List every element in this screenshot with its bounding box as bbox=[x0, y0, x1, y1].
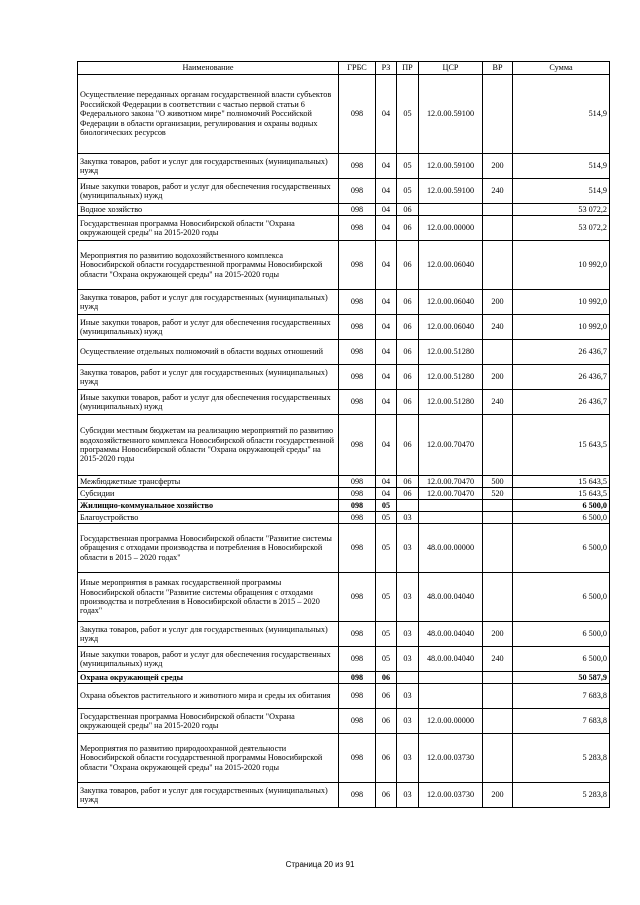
cell-rz: 04 bbox=[376, 488, 397, 500]
cell-vr bbox=[483, 340, 513, 365]
cell-csr: 12.0.00.59100 bbox=[419, 154, 483, 179]
cell-rz: 06 bbox=[376, 684, 397, 709]
cell-csr: 12.0.00.51280 bbox=[419, 390, 483, 415]
cell-vr: 240 bbox=[483, 390, 513, 415]
table-row bbox=[78, 154, 610, 179]
cell-grbs: 098 bbox=[339, 179, 376, 204]
cell-pr: 06 bbox=[397, 365, 419, 390]
cell-sum: 53 072,2 bbox=[513, 216, 610, 241]
cell-pr: 03 bbox=[397, 647, 419, 672]
cell-name: Осуществление отдельных полномочий в области водных отношений bbox=[78, 340, 339, 365]
cell-vr: 520 bbox=[483, 488, 513, 500]
cell-sum: 6 500,0 bbox=[513, 500, 610, 512]
cell-name: Государственная программа Новосибирской области "Охрана окружающей среды" на 2015-2020 годы bbox=[78, 216, 339, 241]
cell-name: Иные мероприятия в рамках государственной программы Новосибирской области "Развитие системы обращения с отходами производства и потребления в Новосибирской области в 2015 – 2020 годах" bbox=[78, 573, 339, 622]
cell-sum: 53 072,2 bbox=[513, 204, 610, 216]
cell-rz: 05 bbox=[376, 512, 397, 524]
cell-pr: 03 bbox=[397, 734, 419, 783]
table-row bbox=[78, 179, 610, 204]
cell-rz: 04 bbox=[376, 179, 397, 204]
cell-rz: 06 bbox=[376, 709, 397, 734]
cell-pr: 06 bbox=[397, 204, 419, 216]
cell-csr: 48.0.00.04040 bbox=[419, 573, 483, 622]
cell-csr bbox=[419, 500, 483, 512]
table-row bbox=[78, 476, 610, 488]
cell-name: Межбюджетные трансферты bbox=[78, 476, 339, 488]
table-row bbox=[78, 488, 610, 500]
cell-name: Иные закупки товаров, работ и услуг для обеспечения государственных (муниципальных) нужд bbox=[78, 179, 339, 204]
table-row bbox=[78, 340, 610, 365]
cell-rz: 04 bbox=[376, 290, 397, 315]
cell-pr: 06 bbox=[397, 488, 419, 500]
table-row bbox=[78, 241, 610, 290]
cell-csr: 48.0.00.04040 bbox=[419, 647, 483, 672]
cell-sum: 15 643,5 bbox=[513, 415, 610, 476]
cell-csr: 12.0.00.70470 bbox=[419, 415, 483, 476]
header-vr: ВР bbox=[483, 62, 513, 75]
cell-pr: 03 bbox=[397, 622, 419, 647]
cell-grbs: 098 bbox=[339, 783, 376, 808]
cell-vr: 200 bbox=[483, 154, 513, 179]
cell-pr: 03 bbox=[397, 524, 419, 573]
cell-rz: 05 bbox=[376, 524, 397, 573]
cell-vr: 200 bbox=[483, 365, 513, 390]
cell-csr: 12.0.00.70470 bbox=[419, 476, 483, 488]
cell-sum: 6 500,0 bbox=[513, 622, 610, 647]
cell-rz: 04 bbox=[376, 216, 397, 241]
table-row bbox=[78, 672, 610, 684]
cell-vr: 200 bbox=[483, 290, 513, 315]
cell-name: Государственная программа Новосибирской области "Развитие системы обращения с отходами производства и потребления в Новосибирской области в 2015 – 2020 годах" bbox=[78, 524, 339, 573]
table-row bbox=[78, 75, 610, 154]
header-rz: РЗ bbox=[376, 62, 397, 75]
cell-pr: 03 bbox=[397, 512, 419, 524]
cell-csr bbox=[419, 512, 483, 524]
cell-name: Мероприятия по развитию природоохранной деятельности Новосибирской области государственной программы Новосибирской области "Охрана окружающей среды" на 2015-2020 годы bbox=[78, 734, 339, 783]
cell-csr: 12.0.00.06040 bbox=[419, 290, 483, 315]
cell-grbs: 098 bbox=[339, 241, 376, 290]
table-row bbox=[78, 290, 610, 315]
cell-sum: 10 992,0 bbox=[513, 290, 610, 315]
cell-pr: 05 bbox=[397, 154, 419, 179]
cell-rz: 04 bbox=[376, 204, 397, 216]
cell-vr: 200 bbox=[483, 783, 513, 808]
cell-rz: 06 bbox=[376, 783, 397, 808]
cell-csr: 12.0.00.03730 bbox=[419, 783, 483, 808]
cell-name: Субсидии bbox=[78, 488, 339, 500]
cell-rz: 05 bbox=[376, 622, 397, 647]
header-sum: Сумма bbox=[513, 62, 610, 75]
cell-csr: 12.0.00.59100 bbox=[419, 179, 483, 204]
table-row bbox=[78, 524, 610, 573]
table-row bbox=[78, 512, 610, 524]
cell-rz: 04 bbox=[376, 340, 397, 365]
cell-sum: 15 643,5 bbox=[513, 476, 610, 488]
cell-rz: 05 bbox=[376, 647, 397, 672]
cell-sum: 26 436,7 bbox=[513, 365, 610, 390]
cell-vr bbox=[483, 734, 513, 783]
cell-csr: 12.0.00.00000 bbox=[419, 709, 483, 734]
cell-csr: 12.0.00.59100 bbox=[419, 75, 483, 154]
cell-sum: 514,9 bbox=[513, 75, 610, 154]
cell-vr bbox=[483, 684, 513, 709]
cell-pr: 06 bbox=[397, 290, 419, 315]
cell-vr bbox=[483, 573, 513, 622]
budget-table bbox=[77, 61, 610, 808]
cell-sum: 15 643,5 bbox=[513, 488, 610, 500]
cell-grbs: 098 bbox=[339, 488, 376, 500]
cell-csr: 12.0.00.00000 bbox=[419, 216, 483, 241]
cell-rz: 04 bbox=[376, 241, 397, 290]
cell-name: Благоустройство bbox=[78, 512, 339, 524]
cell-vr: 500 bbox=[483, 476, 513, 488]
cell-name: Закупка товаров, работ и услуг для государственных (муниципальных) нужд bbox=[78, 290, 339, 315]
cell-sum: 6 500,0 bbox=[513, 524, 610, 573]
cell-sum: 514,9 bbox=[513, 154, 610, 179]
cell-rz: 04 bbox=[376, 415, 397, 476]
table-row bbox=[78, 204, 610, 216]
header-name: Наименование bbox=[78, 62, 339, 75]
cell-pr: 06 bbox=[397, 390, 419, 415]
cell-pr: 03 bbox=[397, 684, 419, 709]
header-grbs: ГРБС bbox=[339, 62, 376, 75]
table-row bbox=[78, 500, 610, 512]
cell-name: Иные закупки товаров, работ и услуг для обеспечения государственных (муниципальных) нужд bbox=[78, 647, 339, 672]
cell-pr: 06 bbox=[397, 476, 419, 488]
table-row bbox=[78, 709, 610, 734]
cell-pr: 03 bbox=[397, 783, 419, 808]
cell-sum: 514,9 bbox=[513, 179, 610, 204]
cell-csr: 48.0.00.00000 bbox=[419, 524, 483, 573]
header-csr: ЦСР bbox=[419, 62, 483, 75]
table-row bbox=[78, 783, 610, 808]
cell-csr bbox=[419, 672, 483, 684]
cell-sum: 7 683,8 bbox=[513, 709, 610, 734]
cell-pr bbox=[397, 500, 419, 512]
cell-vr: 240 bbox=[483, 647, 513, 672]
cell-sum: 6 500,0 bbox=[513, 647, 610, 672]
cell-vr bbox=[483, 216, 513, 241]
cell-pr: 05 bbox=[397, 179, 419, 204]
cell-grbs: 098 bbox=[339, 476, 376, 488]
cell-grbs: 098 bbox=[339, 709, 376, 734]
cell-csr: 12.0.00.06040 bbox=[419, 315, 483, 340]
page-number: Страница 20 из 91 bbox=[285, 860, 355, 869]
cell-sum: 26 436,7 bbox=[513, 340, 610, 365]
cell-grbs: 098 bbox=[339, 734, 376, 783]
cell-pr: 06 bbox=[397, 315, 419, 340]
cell-grbs: 098 bbox=[339, 290, 376, 315]
cell-pr: 03 bbox=[397, 709, 419, 734]
cell-vr bbox=[483, 241, 513, 290]
cell-vr: 240 bbox=[483, 315, 513, 340]
cell-csr: 12.0.00.51280 bbox=[419, 340, 483, 365]
cell-pr: 06 bbox=[397, 216, 419, 241]
cell-grbs: 098 bbox=[339, 573, 376, 622]
table-row bbox=[78, 573, 610, 622]
cell-rz: 04 bbox=[376, 154, 397, 179]
cell-sum: 6 500,0 bbox=[513, 512, 610, 524]
cell-rz: 04 bbox=[376, 315, 397, 340]
cell-vr bbox=[483, 672, 513, 684]
cell-grbs: 098 bbox=[339, 340, 376, 365]
cell-grbs: 098 bbox=[339, 75, 376, 154]
table-row bbox=[78, 684, 610, 709]
cell-name: Охрана окружающей среды bbox=[78, 672, 339, 684]
cell-vr: 240 bbox=[483, 179, 513, 204]
cell-grbs: 098 bbox=[339, 524, 376, 573]
cell-name: Мероприятия по развитию водохозяйственного комплекса Новосибирской области государственной программы Новосибирской области "Охрана окружающей среды" на 2015-2020 годы bbox=[78, 241, 339, 290]
cell-sum: 10 992,0 bbox=[513, 241, 610, 290]
cell-sum: 7 683,8 bbox=[513, 684, 610, 709]
cell-name: Осуществление переданных органам государственной власти субъектов Российской Федерации в соответствии с частью первой статьи 6 Федерального закона "О животном мире" полномочий Российской Федерации в области организации, регулирования и охраны водных биологических ресурсов bbox=[78, 75, 339, 154]
cell-csr: 12.0.00.03730 bbox=[419, 734, 483, 783]
cell-rz: 04 bbox=[376, 390, 397, 415]
cell-rz: 04 bbox=[376, 75, 397, 154]
cell-csr: 12.0.00.06040 bbox=[419, 241, 483, 290]
cell-name: Иные закупки товаров, работ и услуг для обеспечения государственных (муниципальных) нужд bbox=[78, 390, 339, 415]
table-header-row bbox=[78, 62, 610, 75]
cell-name: Закупка товаров, работ и услуг для государственных (муниципальных) нужд bbox=[78, 783, 339, 808]
cell-grbs: 098 bbox=[339, 622, 376, 647]
cell-rz: 06 bbox=[376, 672, 397, 684]
cell-sum: 5 283,8 bbox=[513, 783, 610, 808]
cell-grbs: 098 bbox=[339, 684, 376, 709]
cell-rz: 05 bbox=[376, 500, 397, 512]
table-row bbox=[78, 315, 610, 340]
table-row bbox=[78, 647, 610, 672]
cell-grbs: 098 bbox=[339, 365, 376, 390]
cell-csr bbox=[419, 204, 483, 216]
cell-csr: 12.0.00.70470 bbox=[419, 488, 483, 500]
cell-vr bbox=[483, 415, 513, 476]
table-row bbox=[78, 390, 610, 415]
cell-grbs: 098 bbox=[339, 154, 376, 179]
cell-pr: 03 bbox=[397, 573, 419, 622]
table-row bbox=[78, 365, 610, 390]
cell-grbs: 098 bbox=[339, 390, 376, 415]
table-row bbox=[78, 216, 610, 241]
cell-grbs: 098 bbox=[339, 315, 376, 340]
cell-rz: 05 bbox=[376, 573, 397, 622]
cell-vr bbox=[483, 500, 513, 512]
cell-name: Государственная программа Новосибирской области "Охрана окружающей среды" на 2015-2020 годы bbox=[78, 709, 339, 734]
cell-pr: 06 bbox=[397, 415, 419, 476]
cell-csr: 12.0.00.51280 bbox=[419, 365, 483, 390]
cell-grbs: 098 bbox=[339, 647, 376, 672]
cell-pr bbox=[397, 672, 419, 684]
cell-grbs: 098 bbox=[339, 672, 376, 684]
cell-pr: 06 bbox=[397, 241, 419, 290]
cell-sum: 10 992,0 bbox=[513, 315, 610, 340]
cell-name: Закупка товаров, работ и услуг для государственных (муниципальных) нужд bbox=[78, 622, 339, 647]
header-pr: ПР bbox=[397, 62, 419, 75]
cell-grbs: 098 bbox=[339, 500, 376, 512]
cell-grbs: 098 bbox=[339, 512, 376, 524]
cell-sum: 5 283,8 bbox=[513, 734, 610, 783]
cell-pr: 05 bbox=[397, 75, 419, 154]
cell-name: Субсидии местным бюджетам на реализацию мероприятий по развитию водохозяйственного комплекса Новосибирской области государственной программы Новосибирской области "Охрана окружающей среды" на 2015-2020 годы bbox=[78, 415, 339, 476]
cell-vr bbox=[483, 512, 513, 524]
cell-vr bbox=[483, 204, 513, 216]
cell-vr bbox=[483, 709, 513, 734]
table-row bbox=[78, 415, 610, 476]
cell-sum: 6 500,0 bbox=[513, 573, 610, 622]
table-row bbox=[78, 622, 610, 647]
cell-pr: 06 bbox=[397, 340, 419, 365]
cell-name: Закупка товаров, работ и услуг для государственных (муниципальных) нужд bbox=[78, 154, 339, 179]
cell-sum: 26 436,7 bbox=[513, 390, 610, 415]
cell-rz: 06 bbox=[376, 734, 397, 783]
cell-csr bbox=[419, 684, 483, 709]
cell-vr: 200 bbox=[483, 622, 513, 647]
cell-vr bbox=[483, 524, 513, 573]
cell-name: Жилищно-коммунальное хозяйство bbox=[78, 500, 339, 512]
cell-sum: 50 587,9 bbox=[513, 672, 610, 684]
cell-csr: 48.0.00.04040 bbox=[419, 622, 483, 647]
table-row bbox=[78, 734, 610, 783]
cell-rz: 04 bbox=[376, 476, 397, 488]
cell-name: Охрана объектов растительного и животного мира и среды их обитания bbox=[78, 684, 339, 709]
cell-name: Водное хозяйство bbox=[78, 204, 339, 216]
cell-name: Закупка товаров, работ и услуг для государственных (муниципальных) нужд bbox=[78, 365, 339, 390]
cell-grbs: 098 bbox=[339, 216, 376, 241]
cell-rz: 04 bbox=[376, 365, 397, 390]
table-body bbox=[78, 75, 610, 808]
cell-name: Иные закупки товаров, работ и услуг для обеспечения государственных (муниципальных) нужд bbox=[78, 315, 339, 340]
cell-vr bbox=[483, 75, 513, 154]
cell-grbs: 098 bbox=[339, 204, 376, 216]
cell-grbs: 098 bbox=[339, 415, 376, 476]
